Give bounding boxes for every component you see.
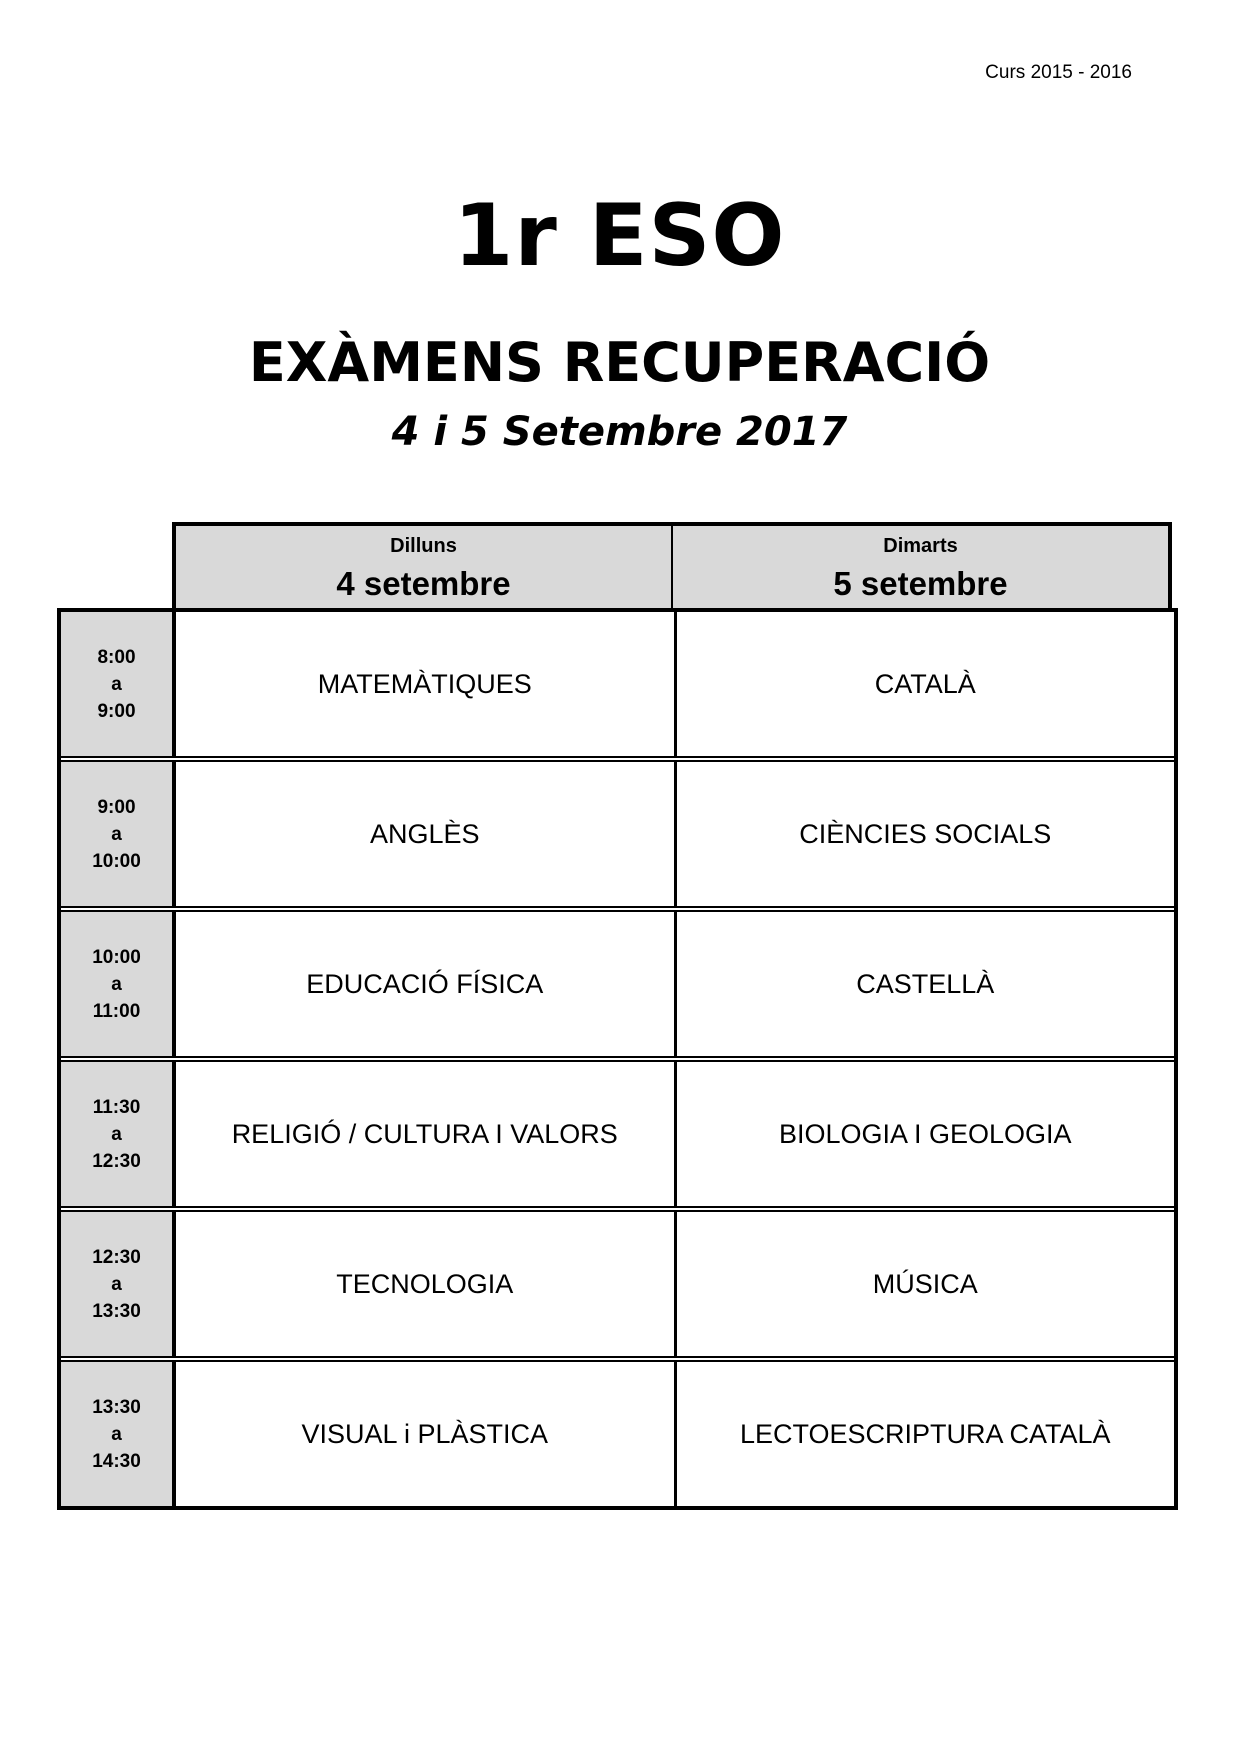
table-row [61, 1206, 1174, 1356]
time-start: 8:00 [97, 646, 136, 668]
subject-cell: MATEMÀTIQUES [176, 612, 677, 756]
table-row [61, 906, 1174, 1056]
time-start: 11:30 [92, 1096, 141, 1118]
subject-cell: CATALÀ [874, 668, 976, 699]
subject-cell: RELIGIÓ / CULTURA I VALORS [176, 1062, 677, 1206]
time-end: 14:30 [92, 1450, 141, 1472]
time-slot [61, 1062, 176, 1206]
subject-cell: CIÈNCIES SOCIALS [799, 818, 1052, 849]
column-date: 5 setembre [833, 565, 1008, 602]
time-end: 12:30 [92, 1150, 141, 1172]
time-separator: a [111, 973, 122, 995]
table-row [61, 1056, 1174, 1206]
time-separator: a [111, 1123, 122, 1145]
exam-schedule-table [57, 522, 1174, 1472]
time-slot [61, 912, 176, 1056]
subject-cell: ANGLÈS [176, 762, 677, 906]
time-slot [61, 1362, 176, 1506]
time-separator: a [111, 1273, 122, 1295]
subject-cell: MÚSICA [872, 1268, 978, 1299]
time-separator: a [111, 673, 122, 695]
table-row [61, 612, 1174, 756]
subject-cell: BIOLOGIA I GEOLOGIA [778, 1118, 1072, 1149]
table-body [57, 608, 1178, 1510]
subject-cell: EDUCACIÓ FÍSICA [176, 912, 677, 1056]
table-row [61, 756, 1174, 906]
column-header-monday [172, 522, 673, 612]
exam-title: EXÀMENS RECUPERACIÓ [248, 331, 991, 394]
time-slot [61, 1212, 176, 1356]
table-header [57, 522, 1174, 612]
subject-cell: CASTELLÀ [856, 968, 995, 999]
time-separator: a [111, 823, 122, 845]
column-day: Dilluns [390, 535, 457, 557]
exam-dates: 4 i 5 Setembre 2017 [391, 409, 848, 455]
time-slot [61, 612, 176, 756]
time-start: 12:30 [92, 1246, 141, 1268]
grade-title: 1r ESO [453, 186, 786, 286]
column-header-tuesday [671, 522, 1172, 612]
time-start: 9:00 [97, 796, 136, 818]
time-separator: a [111, 1423, 122, 1445]
subject-cell: LECTOESCRIPTURA CATALÀ [739, 1418, 1111, 1449]
subject-cell: TECNOLOGIA [176, 1212, 677, 1356]
subject-cell: VISUAL i PLÀSTICA [176, 1362, 677, 1506]
time-end: 13:30 [92, 1300, 141, 1322]
course-year: Curs 2015 - 2016 [985, 62, 1132, 83]
time-end: 9:00 [97, 700, 136, 722]
column-date: 4 setembre [336, 565, 511, 602]
time-end: 11:00 [92, 1000, 141, 1022]
table-row [61, 1356, 1174, 1506]
time-start: 13:30 [92, 1396, 141, 1418]
time-end: 10:00 [92, 850, 141, 872]
time-start: 10:00 [92, 946, 141, 968]
time-slot [61, 762, 176, 906]
column-day: Dimarts [883, 535, 958, 557]
